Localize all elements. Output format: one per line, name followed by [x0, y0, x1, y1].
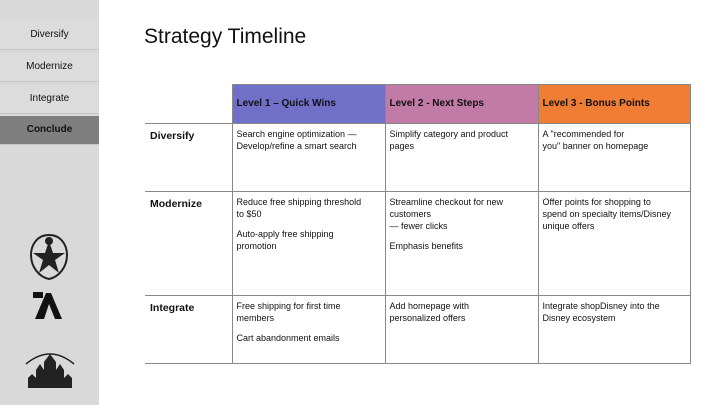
page-title: Strategy Timeline	[144, 25, 307, 48]
row-label-modernize: Modernize	[145, 192, 232, 296]
star-wars-crest-logo	[27, 233, 71, 281]
table-cell: Simplify category and product pages	[385, 124, 538, 192]
sidebar-item-conclude[interactable]: Conclude	[0, 116, 99, 145]
table-cell: A "recommended for you" banner on homepage	[538, 124, 690, 192]
table-cell: Add homepage with personalized offers	[385, 296, 538, 364]
sidebar-item-modernize[interactable]: Modernize	[0, 53, 99, 82]
row-label-integrate: Integrate	[145, 296, 232, 364]
header-blank-cell	[145, 85, 232, 124]
strategy-table	[145, 84, 691, 364]
table-row	[145, 124, 690, 192]
sidebar-item-integrate[interactable]: Integrate	[0, 85, 99, 114]
table-cell: Search engine optimization — Develop/refine a smart search	[232, 124, 385, 192]
level-1-header: Level 1 – Quick Wins	[232, 85, 385, 124]
table-row	[145, 192, 690, 296]
table-cell: Offer points for shopping to spend on specialty items/Disney unique offers	[538, 192, 690, 296]
table-cell: Reduce free shipping threshold to $50 Auto-apply free shipping promotion	[232, 192, 385, 296]
table-row	[145, 296, 690, 364]
level-2-header: Level 2 - Next Steps	[385, 85, 538, 124]
table-header-row	[145, 85, 690, 124]
table-cell: Free shipping for first time members Cart abandonment emails	[232, 296, 385, 364]
sidebar	[0, 0, 99, 405]
sidebar-item-diversify[interactable]: Diversify	[0, 21, 99, 50]
disney-castle-logo	[22, 350, 78, 390]
table-cell: Streamline checkout for new customers — fewer clicks Emphasis benefits	[385, 192, 538, 296]
marvel-a-logo	[33, 292, 63, 320]
level-3-header: Level 3 - Bonus Points	[538, 85, 690, 124]
row-label-diversify: Diversify	[145, 124, 232, 192]
table-cell: Integrate shopDisney into the Disney ecosystem	[538, 296, 690, 364]
